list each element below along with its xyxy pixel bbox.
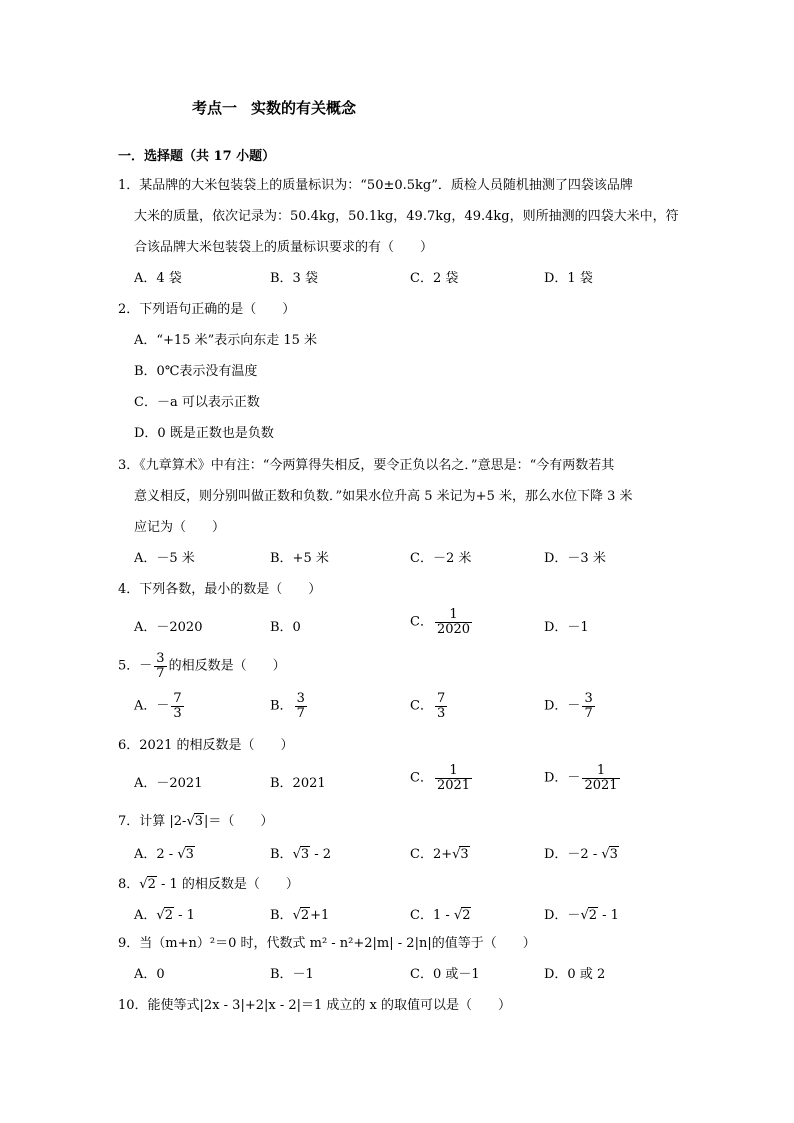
radicand: 2 (462, 908, 471, 923)
denominator: 2020 (436, 621, 471, 637)
option-label: B． (270, 847, 293, 862)
denominator: 2021 (584, 777, 618, 793)
stem-prefix: 5．－ (118, 658, 153, 674)
option-label: D．－ (544, 908, 581, 923)
numerator: 7 (436, 691, 446, 706)
q4-option-a: A．－2020 (134, 620, 203, 635)
stem-suffix: |＝（ ） (204, 814, 274, 829)
fraction (582, 692, 594, 720)
q1-line3: 合该品牌大米包装袋上的质量标识要求的有（ ） (134, 240, 434, 255)
option-label: C． (410, 770, 433, 786)
sqrt: √2 (156, 908, 173, 923)
q2-stem: 2．下列语句正确的是（ ） (118, 302, 296, 317)
sqrt: √2 (453, 908, 471, 923)
radicand: 3 (609, 847, 618, 862)
sqrt: √3 (177, 847, 194, 862)
sqrt: √3 (186, 814, 204, 829)
page-title (192, 97, 356, 118)
fraction (435, 692, 447, 720)
q7-stem (118, 810, 273, 829)
q4-option-c (410, 608, 474, 636)
q8-stem (118, 873, 299, 892)
sqrt: √3 (452, 847, 469, 862)
q3-line1: 3．《九章算术》中有注：“今两算得失相反，要令正负以名之．”意思是：“今有两数若其 (118, 458, 615, 473)
denominator: 7 (296, 705, 305, 721)
q3-line3: 应记为（ ） (134, 520, 226, 535)
q1-option-b: B．3 袋 (270, 271, 318, 286)
radicand: 3 (185, 847, 194, 862)
q1-option-a: A．4 袋 (134, 271, 182, 286)
option-suffix: - 1 (173, 908, 195, 923)
denominator: 3 (173, 705, 182, 721)
q6-option-d (544, 764, 622, 792)
q7-option-d (544, 843, 619, 862)
q8-option-d (544, 904, 619, 923)
fraction (582, 764, 619, 792)
option-label: A． (134, 908, 157, 923)
q6-option-b: B．2021 (270, 776, 326, 791)
q2-option-c: C．－a 可以表示正数 (134, 395, 260, 410)
q5-option-d (544, 692, 597, 720)
q8-option-c (410, 904, 471, 923)
radicand: 2 (300, 908, 310, 923)
sqrt: √3 (601, 847, 618, 862)
q9-option-d: D．0 或 2 (544, 967, 606, 982)
q7-option-a (134, 843, 195, 862)
radicand: 3 (460, 847, 469, 862)
radicand: 2 (588, 908, 598, 923)
q5-option-b (270, 692, 309, 720)
sqrt: √2 (580, 908, 598, 923)
section-heading: 一．选择题（共 17 小题） (118, 149, 276, 164)
q7-option-b (270, 843, 331, 862)
q3-option-c: C．－2 米 (410, 551, 472, 566)
option-suffix: - 1 (598, 908, 619, 923)
q8-option-a (134, 904, 195, 923)
q6-option-c (410, 764, 474, 792)
sqrt: √2 (139, 877, 156, 892)
q8-option-b (270, 904, 329, 923)
q3-option-d: D．－3 米 (544, 551, 606, 566)
option-label: C． (410, 698, 433, 714)
q5-option-c (410, 692, 449, 720)
q1-line1: 1．某品牌的大米包装袋上的质量标识为：“50±0.5kg”．质检人员随机抽测了四袋该品牌 (118, 178, 633, 193)
q5-option-a (134, 692, 186, 720)
title-part1: 考点一 (192, 99, 238, 117)
denominator: 2021 (436, 777, 471, 793)
q7-option-c (410, 843, 470, 862)
option-label: C．1 - (410, 908, 454, 923)
q9-stem: 9．当（m+n）²＝0 时，代数式 m² - n²+2|m| - 2|n|的值等于（ ） (118, 936, 536, 951)
q9-option-b: B．－1 (270, 967, 314, 982)
option-label: C．2+ (410, 847, 453, 862)
q4-option-d: D．－1 (544, 620, 589, 635)
fraction (295, 692, 307, 720)
numerator: 3 (156, 651, 165, 666)
stem-suffix: 的相反数是（ ） (168, 658, 286, 674)
option-suffix: - 2 (310, 847, 332, 862)
title-part2: 实数的有关概念 (251, 99, 357, 117)
stem-prefix: 8． (118, 877, 140, 892)
q4-option-b: B．0 (270, 620, 301, 635)
stem-suffix: - 1 的相反数是（ ） (156, 877, 299, 892)
q4-stem: 4．下列各数，最小的数是（ ） (118, 582, 322, 597)
numerator: 7 (173, 691, 182, 706)
q10-stem: 10．能使等式|2x - 3|+2|x - 2|＝1 成立的 x 的取值可以是（ ） (118, 998, 512, 1013)
option-label: B． (270, 908, 293, 923)
option-suffix: +1 (310, 908, 330, 923)
q1-option-d: D．1 袋 (544, 271, 593, 286)
q3-line2: 意义相反，则分别叫做正数和负数．”如果水位升高 5 米记为+5 米，那么水位下降 3 米 (134, 489, 633, 504)
sqrt: √3 (292, 847, 310, 862)
option-label: D．－2 - (544, 847, 602, 862)
q9-option-a: A．0 (134, 967, 165, 982)
denominator: 3 (436, 705, 446, 721)
denominator: 7 (156, 665, 165, 681)
radicand: 3 (300, 847, 310, 862)
radicand: 2 (147, 877, 156, 892)
q3-option-a: A．－5 米 (134, 551, 195, 566)
option-label: D．－ (544, 770, 581, 786)
q1-line2: 大米的质量，依次记录为：50.4kg，50.1kg，49.7kg，49.4kg，则所抽测的四袋大米中，符 (134, 209, 679, 224)
numerator: 1 (596, 763, 606, 778)
denominator: 7 (584, 705, 593, 721)
fraction (154, 652, 166, 680)
q2-option-b: B．0℃表示没有温度 (134, 364, 258, 379)
sqrt: √2 (292, 908, 310, 923)
radicand: 3 (194, 814, 204, 829)
option-label: D．－ (544, 698, 581, 714)
radicand: 2 (164, 908, 173, 923)
q6-stem: 6．2021 的相反数是（ ） (118, 738, 294, 753)
numerator: 1 (449, 607, 458, 622)
q1-option-c: C．2 袋 (410, 271, 459, 286)
option-label: C． (410, 614, 433, 630)
numerator: 3 (584, 691, 593, 706)
option-label: A．2 - (134, 847, 178, 862)
option-label: A．－ (134, 698, 170, 714)
q3-option-b: B．+5 米 (270, 551, 329, 566)
numerator: 1 (449, 763, 458, 778)
option-label: B． (270, 698, 293, 714)
q6-option-a: A．－2021 (134, 776, 203, 791)
fraction (435, 764, 472, 792)
q5-stem (118, 652, 286, 680)
stem-prefix: 7．计算 |2- (118, 814, 187, 829)
fraction (171, 692, 183, 720)
q9-option-c: C．0 或－1 (410, 967, 480, 982)
numerator: 3 (296, 691, 305, 706)
fraction (435, 608, 472, 636)
q2-option-d: D．0 既是正数也是负数 (134, 426, 274, 441)
q2-option-a: A．“+15 米”表示向东走 15 米 (134, 333, 318, 348)
